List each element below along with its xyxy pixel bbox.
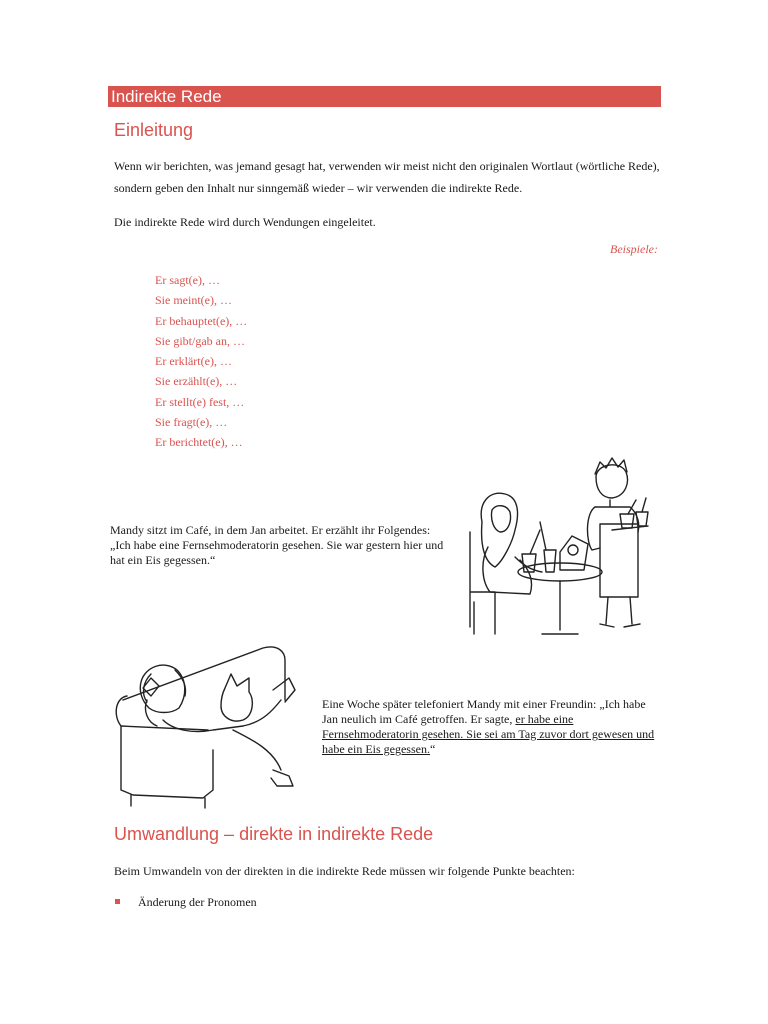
story-phone-underlined: er habe eine Fernsehmoderatorin gesehen. Sie sei am Tag zuvor dort gewesen und habe ein Eis gegessen. (322, 712, 655, 756)
bullet-list (114, 893, 257, 911)
section-heading-einleitung: Einleitung (114, 120, 194, 140)
list-item: Er berichtet(e), … (155, 435, 243, 450)
intro-paragraph: Wenn wir berichten, was jemand gesagt hat, verwenden wir meist nicht den originalen Wortlaut (wörtliche Rede), sondern geben den Inhalt nur sinngemäß wieder – wir verwenden die indirekte Rede. (114, 159, 660, 195)
couch-illustration (113, 630, 298, 810)
list-item (114, 893, 257, 911)
story-phone-text (322, 697, 657, 757)
cafe-illustration (460, 452, 665, 637)
list-item: Sie fragt(e), … (155, 415, 228, 430)
story-phone-closing-quote: “ (429, 742, 436, 756)
list-item: Er behauptet(e), … (155, 313, 248, 328)
story-cafe-text: Mandy sitzt im Café, in dem Jan arbeitet. Er erzählt ihr Folgendes: „Ich habe eine Fernsehmoderatorin gesehen. Sie war gestern hier und hat ein Eis gegessen.“ (110, 523, 444, 567)
list-item: Er sagt(e), … (155, 273, 220, 287)
list-item: Er erklärt(e), … (155, 354, 232, 369)
square-bullet-icon (115, 899, 120, 904)
examples-label: Beispiele: (610, 242, 658, 256)
page-title: Indirekte Rede (108, 86, 661, 107)
list-item: Sie gibt/gab an, … (155, 333, 245, 348)
intro-paragraph-2: Die indirekte Rede wird durch Wendungen eingeleitet. (114, 215, 376, 229)
story-phone-text-part: Eine Woche später telefoniert Mandy mit einer Freundin: „Ich habe Jan neulich im Café getroffen. Er sagte, (322, 697, 646, 726)
section2-paragraph: Beim Umwandeln von der direkten in die indirekte Rede müssen wir folgende Punkte beachten: (114, 864, 575, 878)
list-item: Er stellt(e) fest, … (155, 394, 245, 409)
list-item: Sie erzählt(e), … (155, 374, 238, 389)
bullet-text: Änderung der Pronomen (138, 895, 257, 909)
list-item: Sie meint(e), … (155, 293, 232, 308)
section-heading-umwandlung: Umwandlung – direkte in indirekte Rede (114, 824, 434, 844)
examples-list (155, 270, 247, 453)
